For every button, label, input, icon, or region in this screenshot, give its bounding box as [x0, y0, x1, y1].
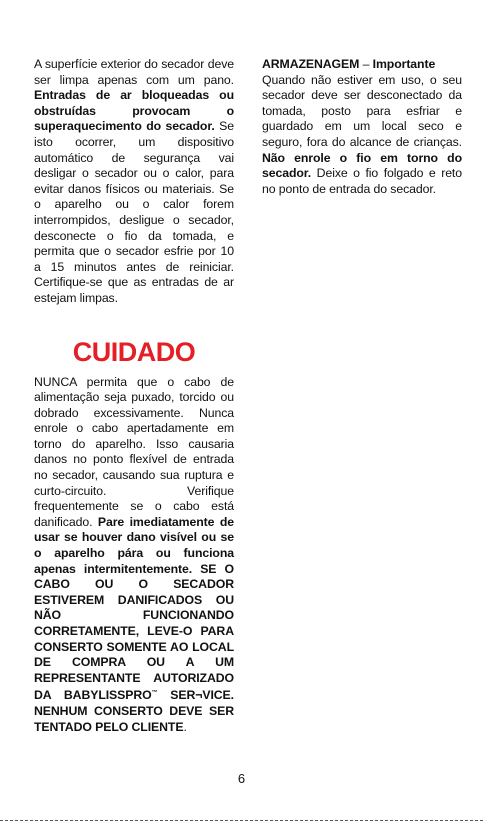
cord-warning-text: NUNCA permita que o cabo de alimentação seja puxado, torcido ou dobrado excessivamente. Nunca enrole o cabo apertadamente em torno do aparelho. Isso causaria danos no ponto flexível de entrada no secador, causando sua ruptura e curto-circuito. Verifique frequentemente se o cabo está danificado.: [34, 374, 234, 529]
page-number: 6: [237, 771, 246, 786]
repair-instruction-text: SE O CABO OU O SECADOR ESTIVEREM DANIFICADOS OU NÃO FUNCIONANDO CORRETAMENTE, LEVE-O PARA CONSERTO SOMENTE AO LOCAL DE COMPRA OU A UM REPRESENTANTE AUTORIZADO DA BABYLISSPRO: [34, 561, 234, 703]
storage-heading: [262, 57, 462, 73]
warning-heading: CUIDADO: [72, 336, 196, 367]
storage-heading-dash: –: [359, 57, 373, 71]
bottom-divider: [0, 820, 483, 821]
storage-heading-sub: Importante: [372, 57, 436, 71]
cord-warning-paragraph: [34, 375, 234, 736]
cleaning-paragraph: [34, 57, 234, 307]
safety-device-text: Se isto ocorrer, um dispositivo automático de segurança vai desligar o secador ou o calor, para evitar danos físicos ou materiais. Se o aparelho ou o calor forem interrompidos, desligue o secador, desconecte o fio da tomada, e permita que o secador esfrie por 10 a 15 minutos antes de reiniciar. Certifique-se que as entradas de ar estejam limpas.: [34, 119, 234, 305]
paragraph-end: .: [183, 719, 187, 734]
storage-heading-title: ARMAZENAGEM: [262, 57, 360, 71]
trademark-symbol: ™: [151, 690, 158, 697]
cleaning-text: A superfície exterior do secador deve ser limpa apenas com um pano.: [34, 57, 234, 87]
storage-paragraph: [262, 73, 462, 198]
right-column: [262, 57, 462, 197]
no-customer-repair-text: SER¬VICE. NENHUM CONSERTO DEVE SER TENTADO PELO CLIENTE: [34, 688, 234, 734]
overheat-warning-text: Entradas de ar bloqueadas ou obstruídas provocam o superaquecimento do secador.: [34, 88, 234, 134]
storage-text: Quando não estiver em uso, o seu secador deve ser desconectado da tomada, posto para esfriar e guardado em um local seco e seguro, fora do alcance de crianças.: [262, 72, 462, 149]
left-column: [34, 57, 234, 735]
no-wrap-cord-text: Não enrole o fio em torno do secador.: [262, 150, 462, 181]
loose-cord-text: Deixe o fio folgado e reto no ponto de entrada do secador.: [262, 166, 462, 196]
stop-use-text: Pare imediatamente de usar se houver dano visível ou se o aparelho pára ou funciona apenas intermitentemente.: [34, 514, 234, 576]
